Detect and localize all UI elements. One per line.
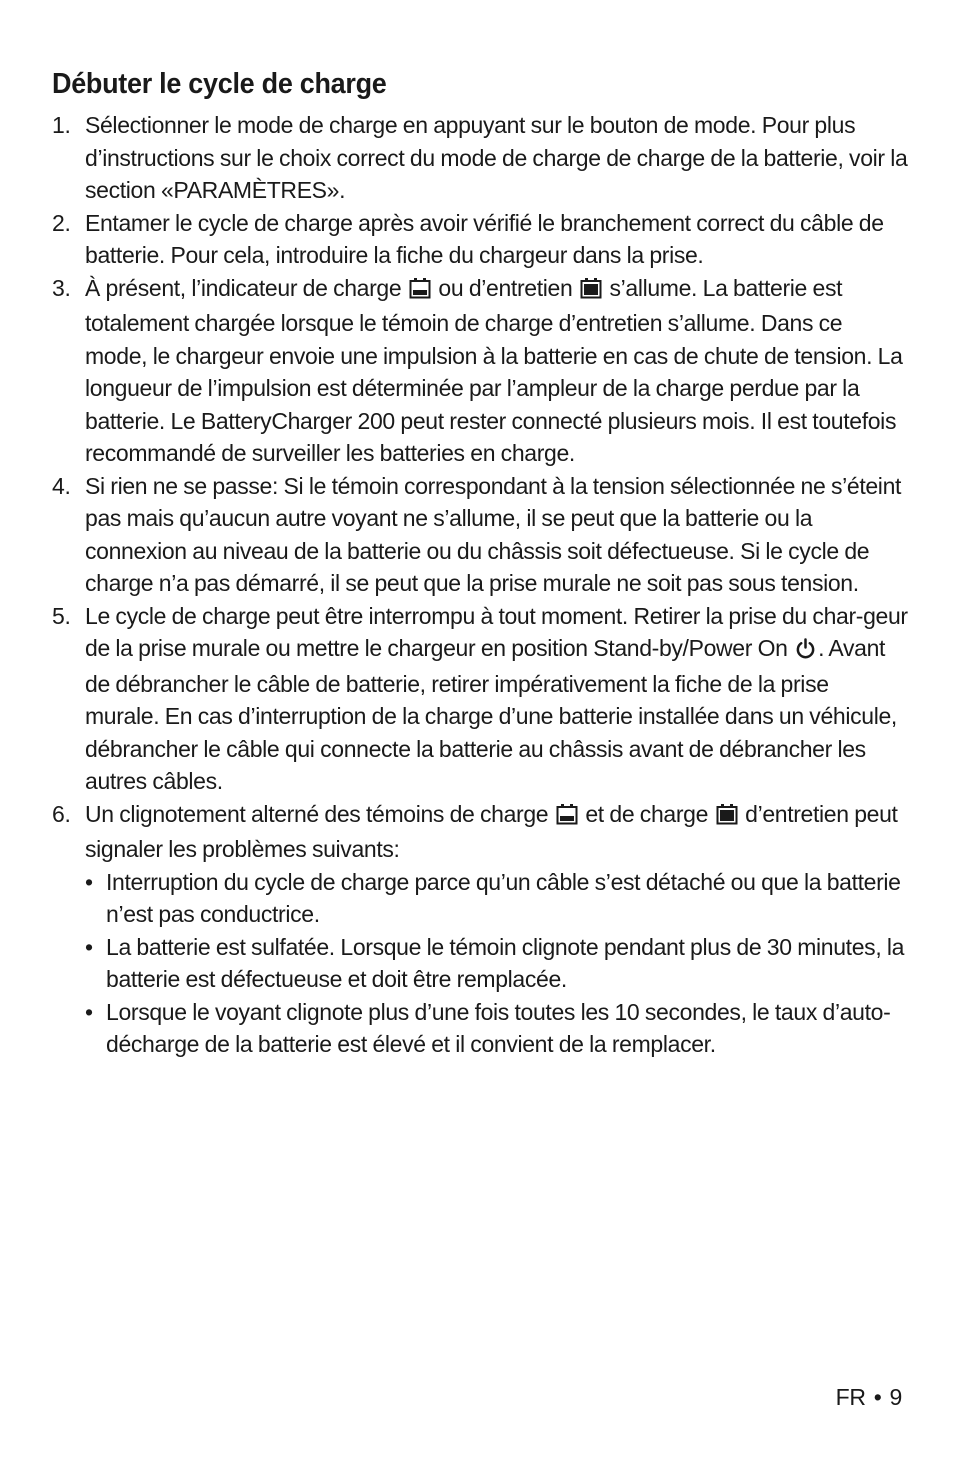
step-text-c: s’allume. La batterie est totalement chargée lorsque le témoin de charge d’entretien s’allume. Dans ce mode, le chargeur envoie une impulsion à la batterie en cas de chute de tension. La longueur de l’impulsion est déterminée par l’ampleur de la charge perdue par la batterie. Le BatteryCharger 200 peut rester connecté plusieurs mois. Il est toutefois recommandé de surveiller les batteries en charge. [85,274,903,466]
step-text: Sélectionner le mode de charge en appuyant sur le bouton de mode. Pour plus d’instructions sur le choix correct du mode de charge de charge de la batterie, voir la section «PARAMÈTRES». [85,112,908,203]
step-number: 3. [52,274,71,301]
step-text-c: d’entretien peut signaler les problèmes suivants: [85,800,898,862]
footer-language: FR [835,1384,866,1410]
step-text: Si rien ne se passe: Si le témoin correspondant à la tension sélectionnée ne s’éteint pas mais qu’aucun autre voyant ne s’allume, il se peut que la batterie ou la connexion au niveau de la batterie ou du châssis soit défectueuse. Si le cycle de charge n’a pas démarré, il se peut que la prise murale ne soit pas sous tension. [85,472,902,596]
power-icon [795,635,816,668]
step-number: 5. [52,602,71,629]
list-item [85,866,908,931]
list-item [85,996,908,1061]
step-number: 1. [52,112,71,138]
bullet-mark: • [85,933,93,960]
step-number: 6. [52,800,71,827]
problem-list [85,866,908,1061]
bullet-mark: • [85,868,93,895]
step-3 [52,272,908,470]
bullet-text: La batterie est sulfatée. Lorsque le témoin clignote pendant plus de 30 minutes, la batterie est défectueuse et doit être remplacée. [106,933,905,992]
step-2 [52,207,908,272]
page-content [52,68,908,1061]
page-heading: Débuter le cycle de charge [52,68,387,100]
bullet-text: Interruption du cycle de charge parce qu’un câble s’est détaché ou que la batterie n’est pas conductrice. [106,868,901,927]
step-text-b: ou d’entretien [438,274,573,301]
footer-separator: • [873,1384,882,1410]
step-1 [52,109,908,207]
step-text-a: Le cycle de charge peut être interrompu à tout moment. Retirer la prise du char-geur de la prise murale ou mettre le chargeur en position Stand-by/Power On [85,602,908,661]
page-number: 9 [889,1384,902,1410]
step-text-a: À présent, l’indicateur de charge [85,274,402,301]
bullet-mark: • [85,998,93,1025]
steps-list [52,109,908,1061]
step-text-a: Un clignotement alterné des témoins de charge [85,800,549,827]
battery-full-icon [716,801,738,834]
bullet-text: Lorsque le voyant clignote plus d’une fois toutes les 10 secondes, le taux d’auto-décharge de la batterie est élevé et il convient de la remplacer. [106,998,891,1057]
step-4 [52,470,908,600]
battery-charging-icon [556,801,578,834]
step-number: 2. [52,209,71,236]
step-6 [52,798,908,1061]
battery-charging-icon [409,275,431,308]
step-text-b: et de charge [585,800,709,827]
list-item [85,931,908,996]
battery-full-icon [580,275,602,308]
step-5 [52,600,908,798]
step-text-b: . Avant de débrancher le câble de batterie, retirer impérativement la fiche de la prise murale. En cas d’interruption de la charge d’une batterie installée dans un véhicule, débrancher le câble qui connecte la batterie au châssis avant de débrancher les autres câbles. [85,635,897,794]
page-footer [836,1384,902,1411]
step-number: 4. [52,472,71,499]
step-text: Entamer le cycle de charge après avoir vérifié le branchement correct du câble de batterie. Pour cela, introduire la fiche du chargeur dans la prise. [85,209,884,268]
